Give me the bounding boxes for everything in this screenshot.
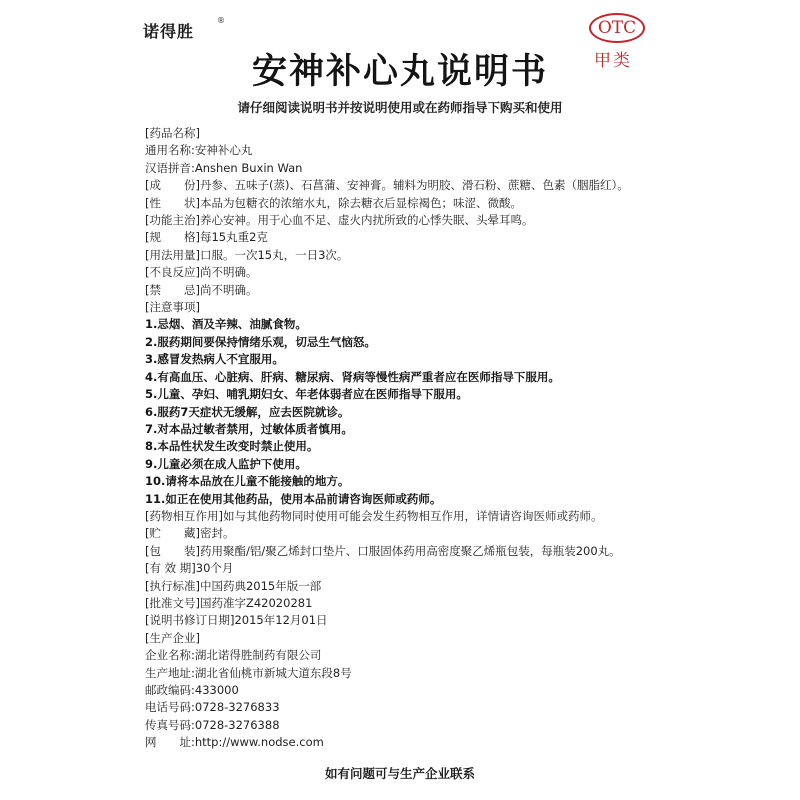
character-value: 本品为包糖衣的浓缩水丸，除去糖衣后显棕褐色；味涩、微酸。 [199,195,522,210]
fax-value: 0728-3276388 [194,717,280,732]
list-item: 7. 对本品过敏者禁用，过敏体质者慎用。 [145,421,353,436]
validity-value: 30个月 [195,561,234,576]
company-value: 湖北诺得胜制药有限公司 [194,648,322,663]
revision-row [145,612,655,629]
usage-label: [用法用量] [145,247,200,262]
indication-label: [功能主治] [145,213,200,228]
usage-value: 口服。一次15丸，一日3次。 [199,247,349,262]
contraindication-label: [禁 忌] [145,282,200,297]
list-item: 5. 儿童、孕妇、哺乳期妇女、年老体弱者应在医师指导下服用。 [145,387,468,402]
drug-name-heading: [药品名称] [145,126,200,140]
revision-label: [说明书修订日期] [145,613,235,628]
list-item: 11. 如正在使用其他药品，使用本品前请咨询医师或药师。 [145,491,442,506]
list-item: 2. 服药期间要保持情绪乐观，切忌生气恼怒。 [145,334,376,349]
list-item: 10. 请将本品放在儿童不能接触的地方。 [145,474,350,489]
approval-label: [批准文号] [145,595,200,610]
list-item: 1. 忌烟、酒及辛辣、油腻食物。 [145,317,307,332]
postcode-row [145,682,655,699]
page-title: 安神补心丸说明书 [251,52,548,92]
indication-row [145,212,655,229]
leaflet-body [145,125,655,752]
approval-row [145,595,655,612]
address-row [145,665,655,682]
revision-value: 2015年12月01日 [234,613,328,628]
storage-row [145,525,655,542]
usage-row [145,247,655,264]
address-label: 生产地址: [145,665,195,680]
otc-badge: OTC [589,13,645,43]
package-label: [包 装] [145,543,200,558]
indication-value: 养心安神。用于心血不足、虚火内扰所致的心悸失眠、头晕耳鸣。 [199,213,534,228]
pinyin-label: 汉语拼音: [145,160,195,175]
contraindication-row [145,282,655,299]
footer-note: 如有问题可与生产企业联系 [324,766,475,781]
brand-logo: 诺得胜 [143,22,195,41]
character-row [145,195,655,212]
ingredients-label: [成 份] [145,178,200,193]
storage-label: [贮 藏] [145,526,200,541]
standard-value: 中国药典2015年版一部 [199,578,322,593]
pinyin-value: Anshen Buxin Wan [194,160,303,175]
list-item: 3. 感冒发热病人不宜服用。 [145,352,284,367]
phone-value: 0728-3276833 [194,700,280,715]
manufacturer-heading: [生产企业] [145,630,200,645]
registered-mark: ® [217,16,225,25]
interaction-row [145,508,655,525]
standard-row [145,578,655,595]
interaction-label: [药物相互作用] [145,508,223,523]
company-label: 企业名称: [145,648,195,663]
adverse-label: [不良反应] [145,265,200,280]
page-subtitle: 请仔细阅读说明书并按说明使用或在药师指导下购买和使用 [237,100,563,115]
list-item: 4. 有高血压、心脏病、肝病、糖尿病、肾病等慢性病严重者应在医师指导下服用。 [145,369,560,384]
list-item: 9. 儿童必须在成人监护下使用。 [145,456,307,471]
spec-value: 每15丸重2克 [199,230,268,245]
fax-label: 传真号码: [145,717,195,732]
phone-label: 电话号码: [145,700,195,715]
address-value: 湖北省仙桃市新城大道东段8号 [194,665,352,680]
precautions-list [145,316,655,507]
ingredients-value: 丹参、五味子(蒸)、石菖蒲、安神膏。辅料为明胶、滑石粉、蔗糖、色素（胭脂红）。 [199,178,629,193]
validity-label: [有 效 期] [145,561,196,576]
website-label: 网 址: [145,735,195,750]
ingredients-row [145,177,655,194]
pinyin-row [145,160,655,177]
website-row [145,734,655,751]
character-label: [性 状] [145,195,200,210]
storage-value: 密封。 [199,526,235,541]
otc-class-label: 甲类 [594,51,632,71]
package-row [145,543,655,560]
postcode-label: 邮政编码: [145,683,195,697]
list-item: 6. 服药7天症状无缓解，应去医院就诊。 [145,404,350,419]
standard-label: [执行标准] [145,578,200,593]
common-name-label: 通用名称: [145,143,195,158]
website-value: http://www.nodse.com [194,735,324,750]
adverse-value: 尚不明确。 [199,265,258,280]
list-item: 8. 本品性状发生改变时禁止使用。 [145,439,319,454]
spec-row [145,229,655,246]
spec-label: [规 格] [145,230,200,245]
approval-value: 国药准字Z42020281 [199,595,313,610]
contraindication-value: 尚不明确。 [199,282,258,297]
phone-row [145,699,655,716]
postcode-value: 433000 [194,683,239,697]
common-name-value: 安神补心丸 [194,143,253,158]
company-row [145,647,655,664]
validity-row [145,560,655,577]
package-value: 药用聚酯/铝/聚乙烯封口垫片、口服固体药用高密度聚乙烯瓶包装，每瓶装200丸。 [199,543,621,558]
adverse-row [145,264,655,281]
common-name-row [145,142,655,159]
fax-row [145,717,655,734]
precautions-heading: [注意事项] [145,300,200,315]
interaction-value: 如与其他药物同时使用可能会发生药物相互作用，详情请咨询医师或药师。 [222,508,603,523]
